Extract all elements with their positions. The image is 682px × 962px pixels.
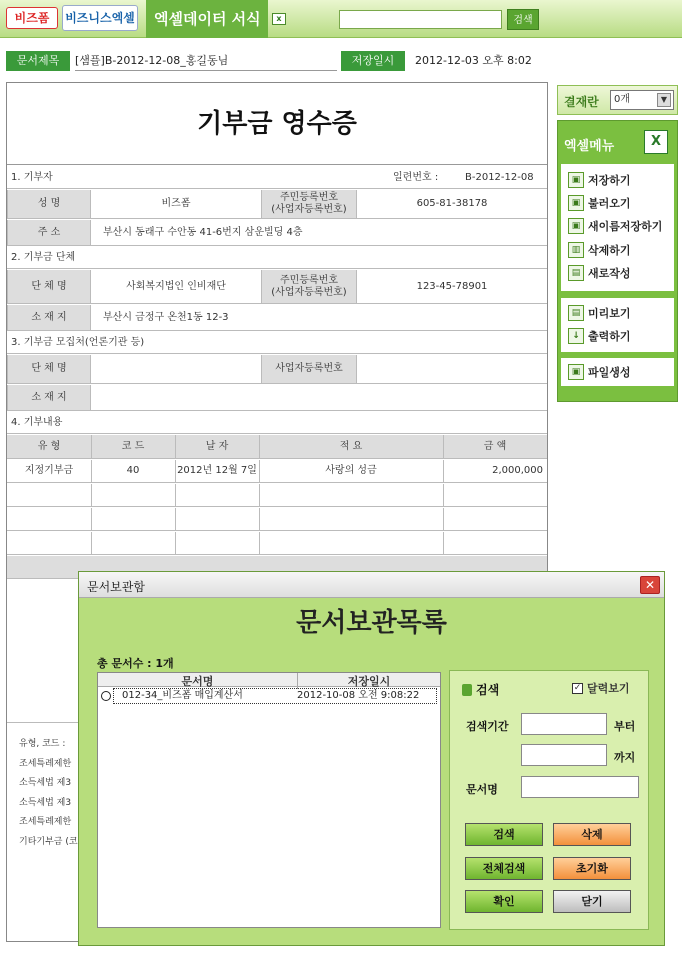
chevron-down-icon[interactable]: ▼ [657,93,671,107]
content-row [7,460,547,483]
search-button[interactable]: 검색 [465,823,543,846]
empty-row [7,508,547,531]
excel-menu [557,120,678,402]
search-panel-title [462,681,499,698]
menu-delete[interactable] [568,240,631,260]
note-line: 유형, 코드 : [19,739,66,749]
id-label-line1: 주민등록번호 [280,192,338,203]
menu-save[interactable] [568,170,631,190]
section-donor [7,167,547,189]
note-line: 기타기부금 (코 [19,836,78,847]
note-line: 소득세법 제3 [19,778,72,788]
reset-button[interactable]: 초기화 [553,857,631,880]
collector-biz-label: 사업자등록번호 [261,355,357,383]
org-id-label-line1: 주민등록번호 [280,274,338,286]
menu-group-file [561,164,674,291]
document-list[interactable] [97,672,441,928]
org-id-value: 123-45-78901 [416,280,488,292]
search-title-text: 검색 [476,683,500,697]
collector-org-value [91,355,261,383]
name-value: 비즈폼 [161,198,191,209]
docname-label: 문서명 [466,783,498,796]
org-id-label-line2: (사업자등록번호) [271,286,347,298]
item-code: 40 [126,465,140,476]
addr-value: 부산시 동래구 수안동 41-6번지 삼운빌딩 4층 [103,226,303,238]
item-date: 2012년 12월 7일 [177,465,257,476]
excel-icon: x [272,13,286,25]
delete-button[interactable]: 삭제 [553,823,631,846]
org-addr-value: 부산시 금정구 온천1동 12-3 [103,311,229,323]
id-label [261,190,357,218]
id-label-line2: (사업자등록번호) [271,204,347,215]
col-date: 날 자 [205,440,229,452]
col-code: 코 드 [121,440,145,452]
create-file-icon: ▣ [568,364,584,380]
item-type: 지정기부금 [24,465,74,476]
id-value: 605-81-38178 [416,198,488,209]
trash-icon: ▥ [568,242,584,258]
excel-icon: X [644,130,668,154]
section-org-title: 2. 기부금 단체 [11,252,76,263]
section-content-title: 4. 기부내용 [11,417,63,428]
save-date-label: 저장일시 [341,51,405,71]
col-summary: 적 요 [339,440,363,452]
menu-create-file[interactable] [568,362,631,382]
approval-label: 결재란 [564,95,599,109]
item-amount: 2,000,000 [492,465,543,476]
collector-org-label: 단 체 명 [7,355,91,383]
donor-name-row [7,190,547,219]
search-marker-icon [462,684,472,696]
document-archive-dialog [78,571,665,946]
org-name-label: 단 체 명 [7,270,91,303]
collector-addr-label: 소 재 지 [7,385,91,410]
list-item-radio[interactable] [101,691,111,701]
docname-input[interactable] [521,776,639,798]
period-to-input[interactable] [521,744,607,766]
list-item[interactable] [98,688,440,704]
menu-preview-label: 미리보기 [588,307,631,320]
col-type: 유 형 [37,440,61,452]
new-document-icon: ▤ [568,265,584,281]
menu-save-as[interactable] [568,216,662,236]
org-id-label [261,270,357,303]
dialog-title: 문서보관함 [87,580,145,594]
search-panel [449,670,649,930]
save-date-value: 2012-12-03 오후 8:02 [415,54,532,67]
org-addr-row [7,305,547,331]
list-header [98,673,440,687]
menu-group-print [561,298,674,352]
name-label: 성 명 [7,190,91,218]
empty-row [7,484,547,507]
collector-row [7,355,547,384]
empty-row [7,532,547,555]
confirm-button[interactable]: 확인 [465,890,543,913]
org-addr-label: 소 재 지 [7,305,91,330]
menu-save-label: 저장하기 [588,174,631,187]
document-count: 총 문서수 : 1개 [97,657,174,670]
note-line: 소득세법 제3 [19,797,72,808]
content-header-row [7,435,547,459]
serial-label: 일련번호 : [393,172,439,183]
list-item-name: 012-34_비즈폼 매입계산서 [122,690,243,701]
addr-label: 주 소 [7,220,91,245]
preview-icon: ▤ [568,305,584,321]
menu-new[interactable] [568,263,631,283]
from-label: 부터 [614,720,636,733]
col-amount: 금 액 [483,440,507,452]
serial-value: B-2012-12-08 [465,172,534,183]
menu-print[interactable] [568,326,631,346]
save-icon: ▣ [568,172,584,188]
to-label: 까지 [614,751,636,764]
search-all-button[interactable]: 전체검색 [465,857,543,880]
donor-addr-row [7,220,547,246]
business-excel-logo[interactable]: 비즈니스엑셀 [62,5,138,31]
dialog-heading: 문서보관목록 [296,608,447,638]
list-col-date: 저장일시 [347,675,391,688]
menu-save-as-label: 새이름저장하기 [588,220,663,233]
bizform-logo[interactable]: 비즈폼 [6,7,58,29]
section-collector-title: 3. 기부금 모집처(언론기관 등) [11,337,145,348]
close-icon[interactable]: ✕ [640,576,660,594]
doc-title-value: [샘플]B-2012-12-08_홍길동님 [75,51,337,71]
excel-menu-title: 엑셀메뉴 [564,139,615,154]
section-content [7,412,547,434]
menu-print-label: 출력하기 [588,330,631,343]
receipt-title: 기부금 영수증 [7,83,547,165]
section-org [7,247,547,269]
period-from-input[interactable] [521,713,607,735]
note-line: 조세특례제한 [19,758,72,769]
menu-create-file-label: 파일생성 [588,366,631,379]
list-col-name: 문서명 [98,673,298,689]
section-collector [7,332,547,354]
menu-new-label: 새로작성 [588,267,631,280]
org-name-value: 사회복지법인 인비재단 [126,280,226,292]
period-label: 검색기간 [466,720,509,733]
approval-panel [557,85,678,115]
app-title: 엑셀데이터 서식 [146,0,268,38]
dialog-titlebar[interactable] [79,572,664,598]
org-name-row [7,270,547,304]
list-item-content[interactable] [113,688,437,704]
list-item-date: 2012-10-08 오전 9:08:22 [297,690,420,701]
menu-preview[interactable] [568,303,631,323]
menu-delete-label: 삭제하기 [588,244,631,257]
doc-title-label: 문서제목 [6,51,70,71]
checkbox-icon[interactable]: ✓ [573,682,582,693]
note-line: 조세특례제한 [19,817,72,827]
header-search-input[interactable] [339,10,502,29]
approval-select-value: 0개 [614,94,631,105]
item-summary: 사랑의 성금 [325,465,377,476]
menu-group-export [561,358,674,386]
save-as-icon: ▣ [568,218,584,234]
notes-block [19,735,78,852]
close-button[interactable]: 닫기 [553,890,631,913]
calendar-checkbox[interactable] [572,680,630,696]
section-donor-title: 1. 기부자 [11,172,53,183]
app-header [0,0,682,38]
menu-load[interactable] [568,193,631,213]
print-icon: ↓ [568,328,584,344]
menu-load-label: 불러오기 [588,197,631,210]
open-icon: ▣ [568,195,584,211]
collector-addr-row [7,385,547,411]
calendar-label: 달력보기 [587,682,630,695]
approval-select[interactable] [610,90,674,110]
header-search-button[interactable]: 검색 [507,9,539,30]
